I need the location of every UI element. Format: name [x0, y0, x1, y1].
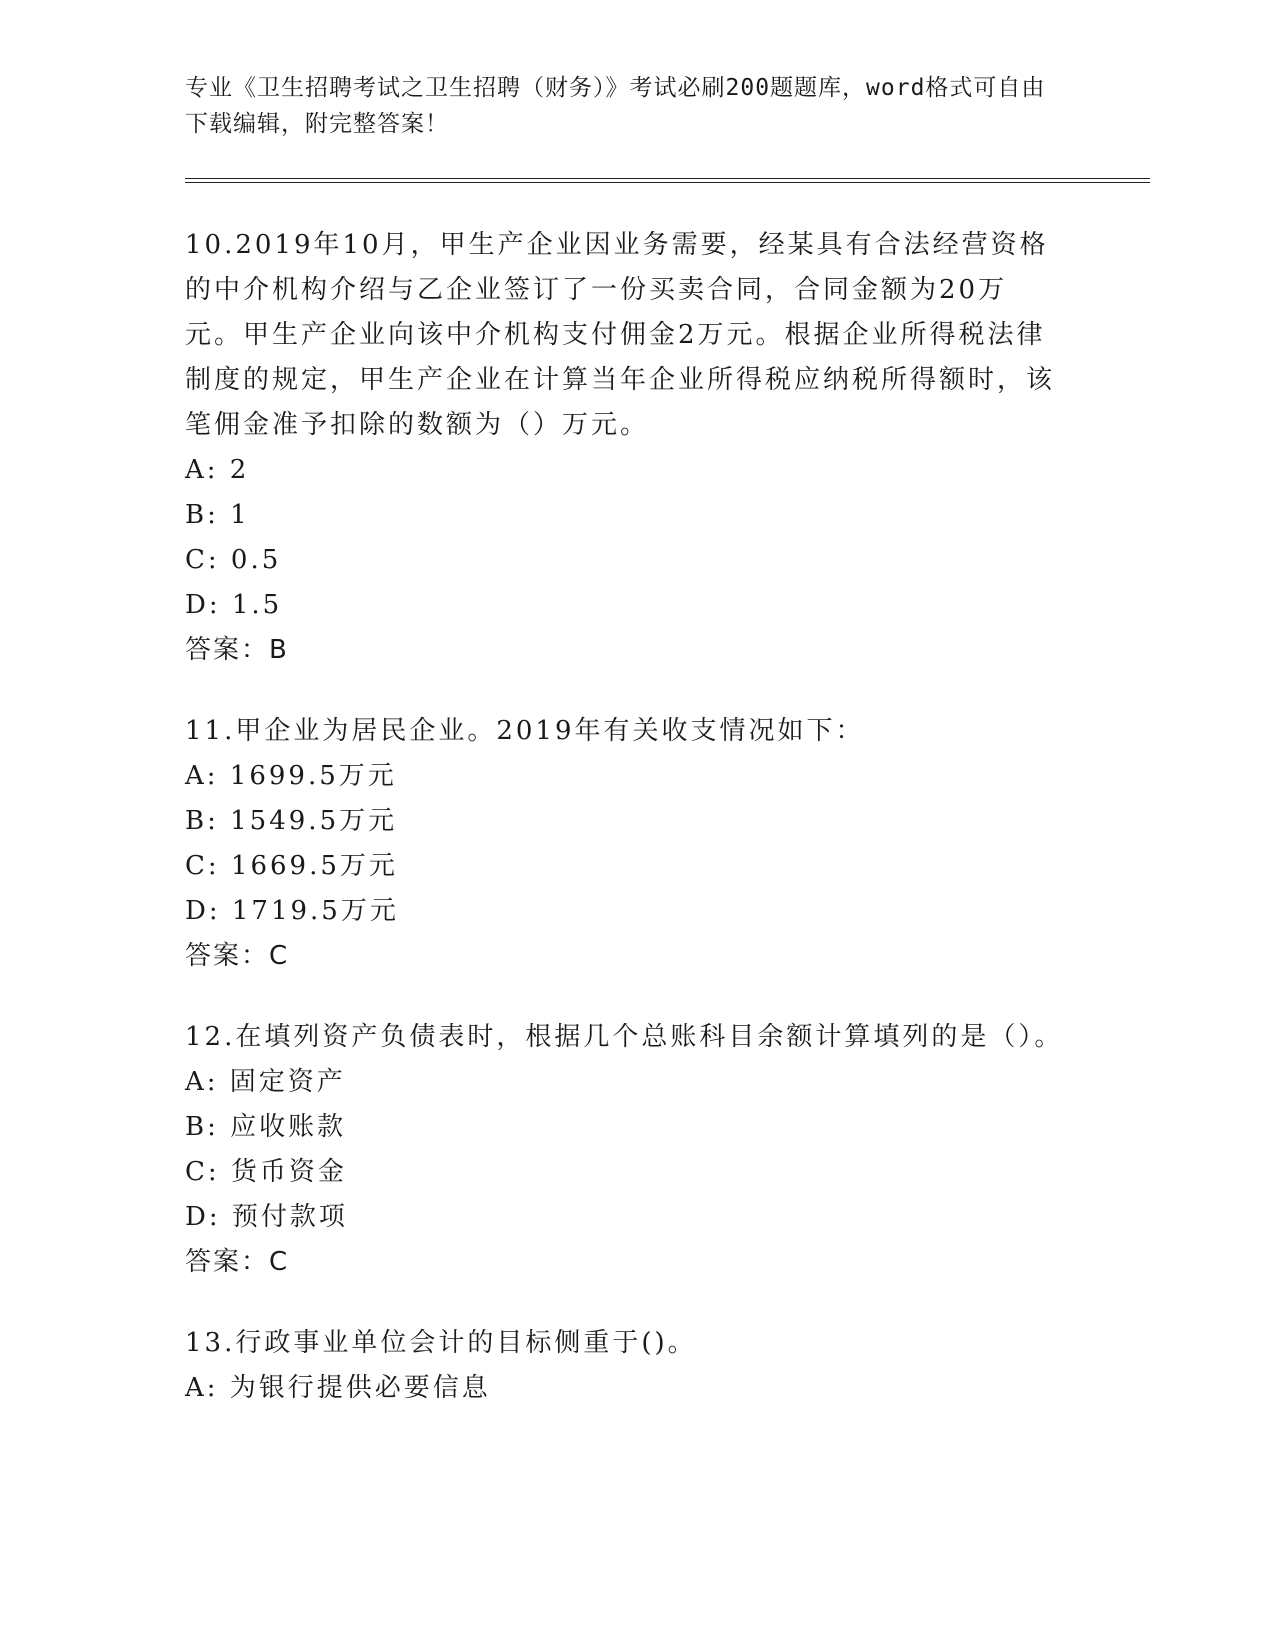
option-c: C: 0.5 — [185, 545, 282, 575]
option-a: A: 为银行提供必要信息 — [185, 1373, 491, 1403]
question-13 — [185, 1321, 1150, 1411]
question-text: 12.在填列资产负债表时，根据几个总账科目余额计算填列的是（）。 — [185, 1022, 1064, 1052]
answer: 答案：C — [185, 941, 290, 971]
option-b: B: 应收账款 — [185, 1112, 347, 1142]
document-page — [185, 70, 1150, 1447]
answer: 答案：C — [185, 1247, 290, 1277]
question-text: 13.行政事业单位会计的目标侧重于()。 — [185, 1328, 697, 1358]
header-divider — [185, 178, 1150, 183]
question-list — [185, 223, 1150, 1411]
option-c: C: 1669.5万元 — [185, 851, 398, 881]
option-b: B: 1549.5万元 — [185, 806, 398, 836]
question-text: 10.2019年10月，甲生产企业因业务需要，经某具有合法经营资格的中介机构介绍与乙企业签订了一份买卖合同，合同金额为20万元。甲生产企业向该中介机构支付佣金2万元。根据企业所得税法律制度的规定，甲生产企业在计算当年企业所得税应纳税所得额时，该笔佣金准予扣除的数额为（）万元。 — [185, 230, 1056, 440]
option-d: D: 预付款项 — [185, 1202, 348, 1232]
question-11 — [185, 709, 1150, 979]
question-12 — [185, 1015, 1150, 1285]
option-a: A: 1699.5万元 — [185, 761, 397, 791]
option-a: A: 2 — [185, 455, 250, 485]
document-header: 专业《卫生招聘考试之卫生招聘（财务）》考试必刷200题题库，word格式可自由下载编辑，附完整答案！ — [185, 75, 1046, 137]
option-b: B: 1 — [185, 500, 250, 530]
option-d: D: 1719.5万元 — [185, 896, 399, 926]
answer: 答案：B — [185, 635, 289, 665]
question-10 — [185, 223, 1150, 673]
option-a: A: 固定资产 — [185, 1067, 346, 1097]
option-d: D: 1.5 — [185, 590, 283, 620]
option-c: C: 货币资金 — [185, 1157, 347, 1187]
question-text: 11.甲企业为居民企业。2019年有关收支情况如下： — [185, 716, 865, 746]
